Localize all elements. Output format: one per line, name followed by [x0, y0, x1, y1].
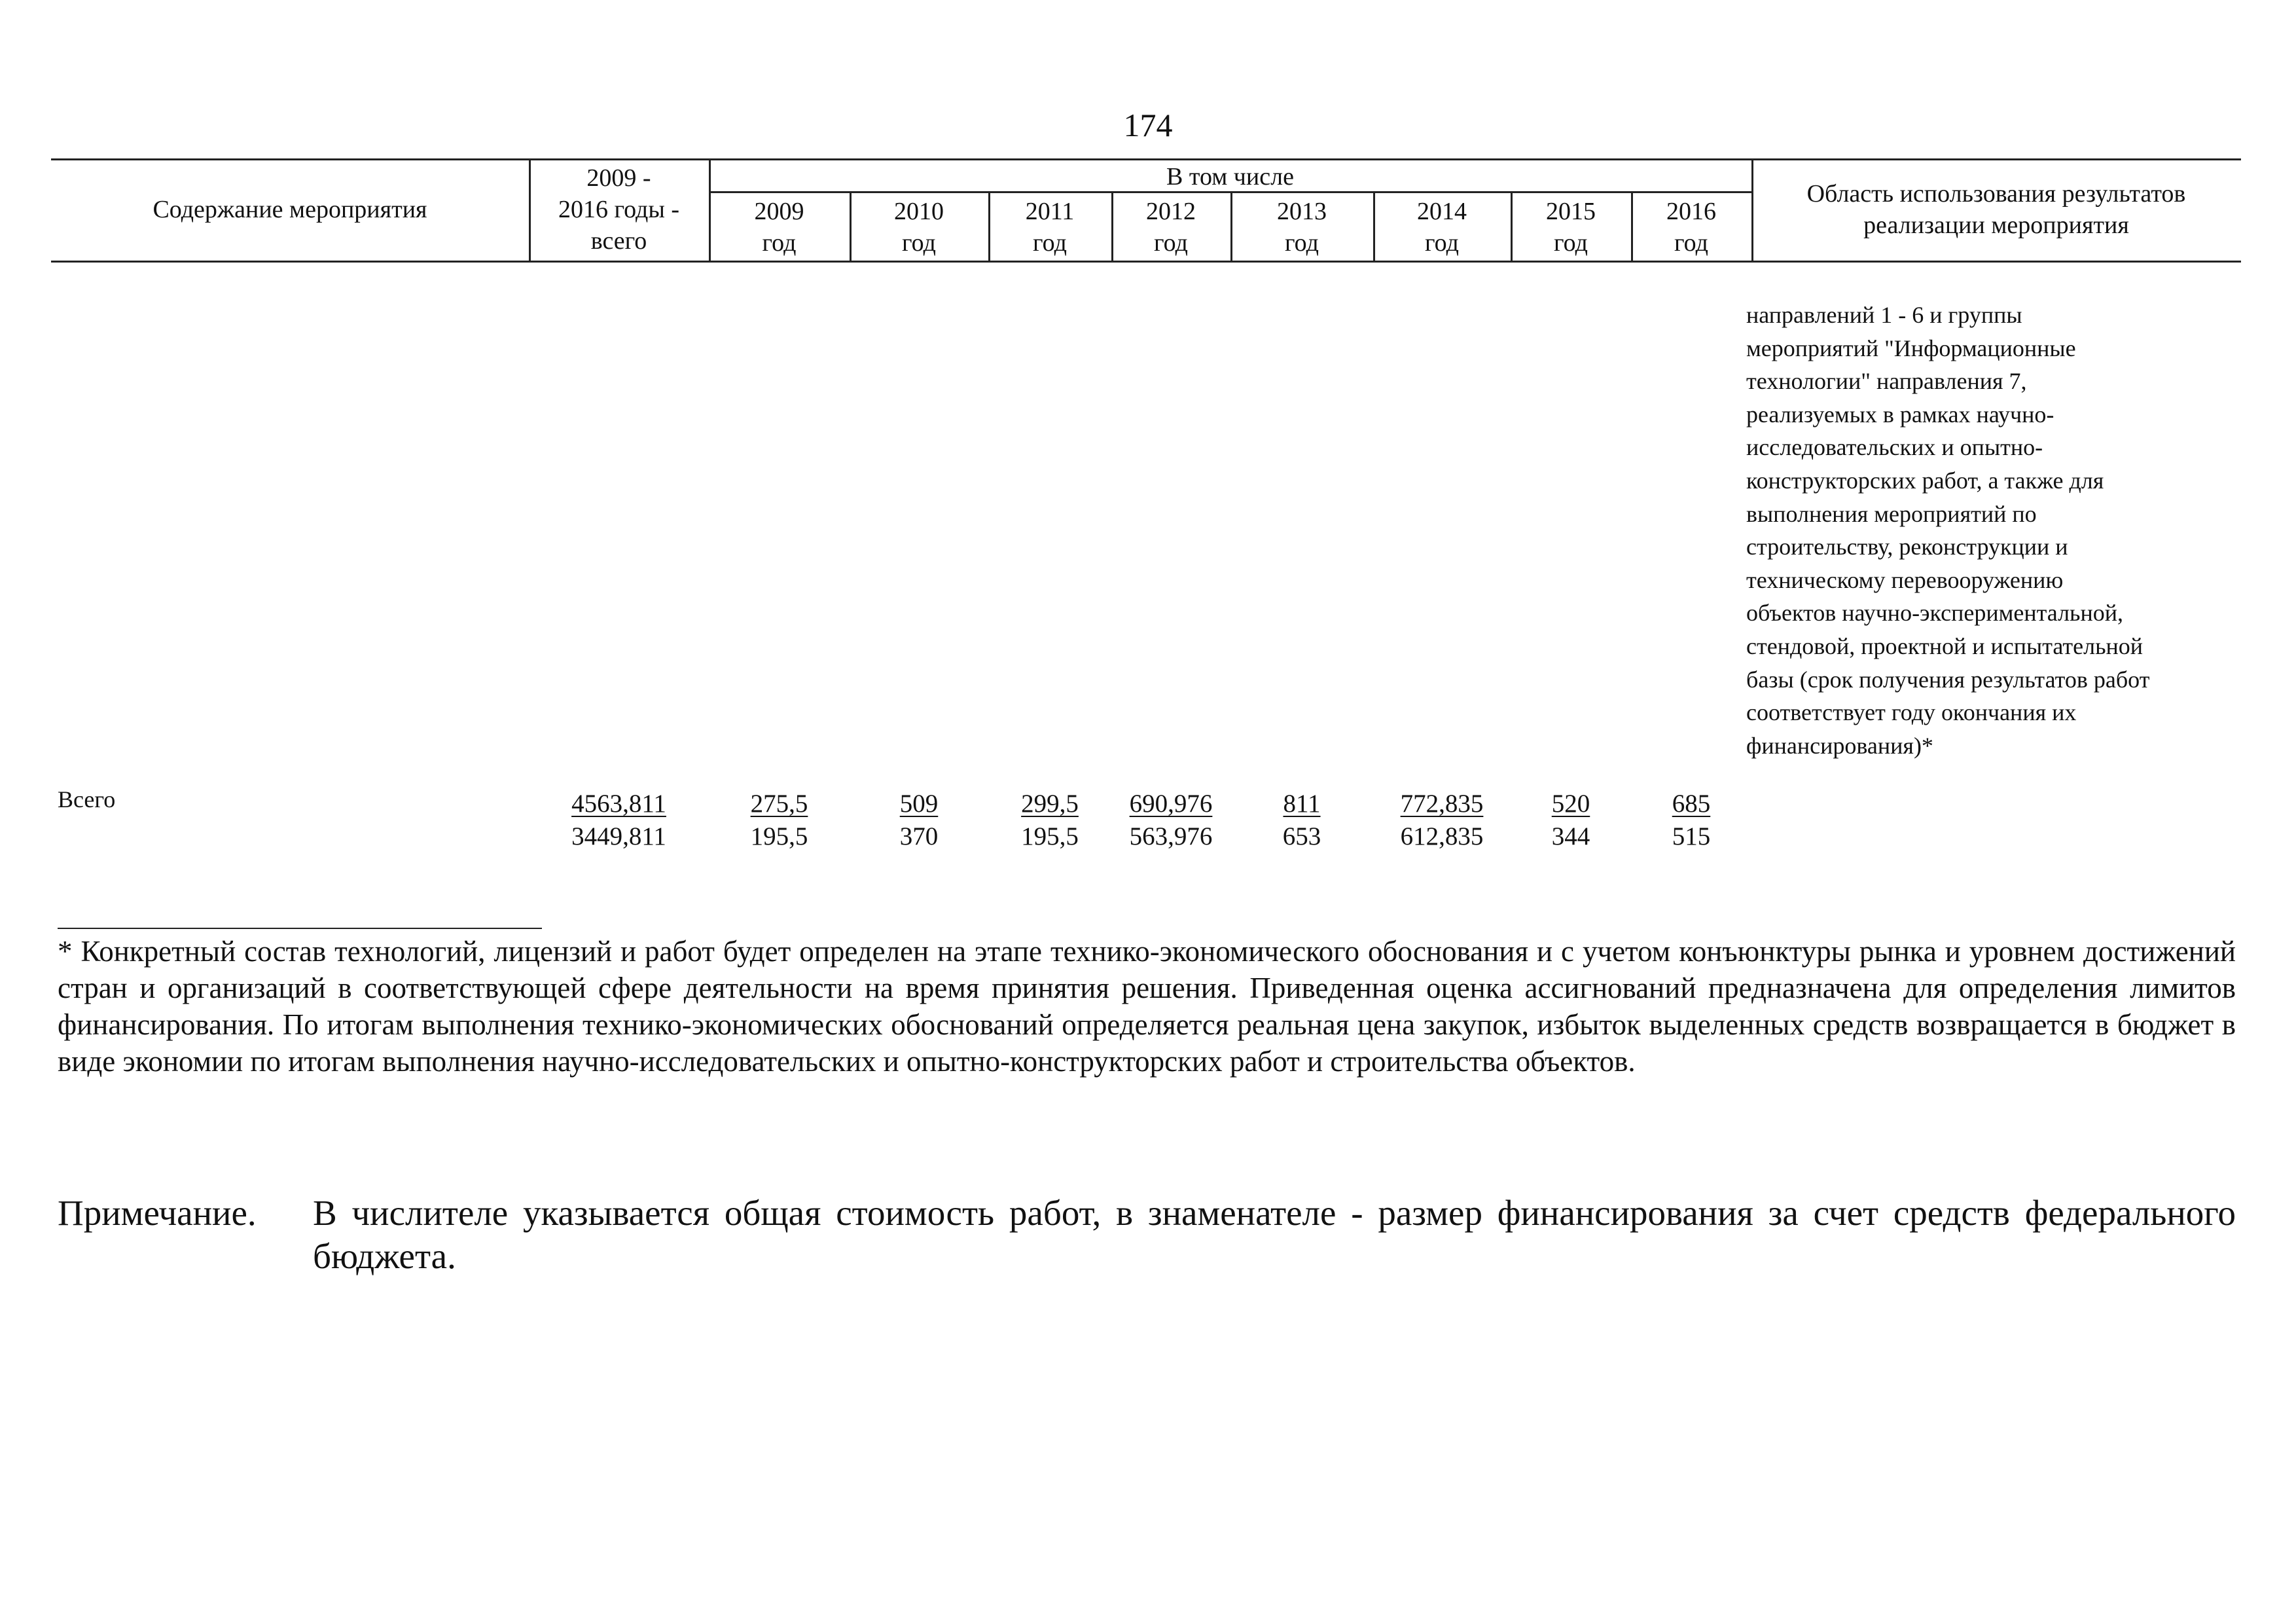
header-year-2010	[850, 196, 988, 259]
total-row-label: Всего	[58, 786, 116, 812]
header-top-rule	[51, 158, 2241, 160]
total-numerator: 275,5	[750, 790, 808, 818]
total-denominator: 344	[1551, 822, 1590, 850]
header-content-column: Содержание мероприятия	[152, 196, 427, 223]
header-year-unit: год	[1033, 229, 1067, 257]
total-denominator: 612,835	[1400, 822, 1484, 850]
header-year-2013	[1230, 196, 1373, 259]
header-total-line: 2009 -	[586, 164, 651, 192]
area-text-line: направлений 1 - 6 и группы	[1746, 302, 2022, 328]
total-cell-2016	[1631, 788, 1751, 853]
total-numerator: 772,835	[1400, 790, 1484, 818]
header-area-line: Область использования результатов	[1806, 180, 2186, 208]
header-year-unit: год	[1154, 229, 1188, 257]
header-year-2011	[988, 196, 1111, 259]
header-including: В том числе	[1166, 163, 1294, 191]
total-denominator: 195,5	[1021, 822, 1079, 850]
header-year-label: 2014	[1417, 198, 1467, 225]
header-year-2014	[1373, 196, 1511, 259]
total-denominator: 515	[1672, 822, 1711, 850]
total-numerator: 811	[1283, 790, 1321, 818]
area-of-use-text	[1746, 299, 2244, 762]
header-year-unit: год	[1674, 229, 1708, 257]
total-cell-all-years	[529, 788, 709, 853]
total-cell-2013	[1230, 788, 1373, 853]
header-year-label: 2016	[1666, 198, 1716, 225]
footnote-separator	[58, 928, 542, 929]
area-text-line: базы (срок получения результатов работ	[1746, 666, 2150, 693]
area-text-line: реализуемых в рамках научно-	[1746, 401, 2054, 428]
area-text-line: выполнения мероприятий по	[1746, 500, 2037, 527]
total-denominator: 3449,811	[571, 822, 666, 850]
total-numerator: 299,5	[1021, 790, 1079, 818]
area-text-line: финансирования)*	[1746, 732, 1933, 759]
header-year-unit: год	[1425, 229, 1459, 257]
total-numerator: 685	[1672, 790, 1711, 818]
total-cell-2010	[850, 788, 988, 853]
area-text-line: конструкторских работ, а также для	[1746, 467, 2104, 494]
area-text-line: объектов научно-экспериментальной,	[1746, 600, 2123, 627]
total-cell-2012	[1111, 788, 1230, 853]
header-year-label: 2009	[754, 198, 804, 225]
header-total-column	[529, 162, 709, 257]
total-numerator: 4563,811	[571, 790, 666, 818]
header-year-2015	[1511, 196, 1631, 259]
total-numerator: 520	[1551, 790, 1590, 818]
area-text-line: исследовательских и опытно-	[1746, 434, 2043, 461]
area-text-line: технологии" направления 7,	[1746, 368, 2027, 395]
total-cell-2014	[1373, 788, 1511, 853]
header-year-2009	[709, 196, 850, 259]
header-year-label: 2011	[1025, 198, 1075, 225]
total-denominator: 653	[1282, 822, 1321, 850]
total-cell-2009	[709, 788, 850, 853]
header-year-unit: год	[902, 229, 936, 257]
header-year-label: 2013	[1277, 198, 1327, 225]
total-denominator: 195,5	[750, 822, 808, 850]
total-cell-2011	[988, 788, 1111, 853]
header-year-unit: год	[1285, 229, 1319, 257]
total-denominator: 563,976	[1129, 822, 1213, 850]
header-year-2016	[1631, 196, 1751, 259]
header-year-label: 2015	[1546, 198, 1596, 225]
header-area-line: реализации мероприятия	[1863, 211, 2129, 239]
total-cell-2015	[1511, 788, 1631, 853]
header-total-line: 2016 годы -	[558, 196, 680, 223]
header-year-label: 2012	[1146, 198, 1196, 225]
header-area-column	[1751, 178, 2241, 241]
area-text-line: соответствует году окончания их	[1746, 699, 2077, 726]
area-text-line: техническому перевооружению	[1746, 566, 2064, 593]
header-total-line: всего	[590, 227, 647, 255]
note-text: В числителе указывается общая стоимость работ, в знаменателе - размер финансирования за счет средств федерального бюджета.	[313, 1193, 2236, 1276]
area-text-line: мероприятий "Информационные	[1746, 335, 2076, 361]
header-year-unit: год	[1554, 229, 1588, 257]
page-number: 174	[1123, 107, 1173, 143]
header-year-unit: год	[762, 229, 797, 257]
note-label: Примечание.	[58, 1193, 257, 1233]
header-bottom-rule	[51, 261, 2241, 263]
header-year-label: 2010	[894, 198, 944, 225]
area-text-line: стендовой, проектной и испытательной	[1746, 632, 2144, 659]
total-numerator: 509	[899, 790, 939, 818]
area-text-line: строительству, реконструкции и	[1746, 534, 2068, 560]
header-year-2012	[1111, 196, 1230, 259]
total-numerator: 690,976	[1129, 790, 1213, 818]
total-denominator: 370	[899, 822, 939, 850]
footnote: * Конкретный состав технологий, лицензий и работ будет определен на этапе технико-экономического обоснования и с учетом конъюнктуры рынка и уровнем достижений стран и организаций в соответствующей сфере деятельности на время принятия решения. Приведенная оценка ассигнований предназначена для определения лимитов финансирования. По итогам выполнения технико-экономических обоснований определяется реальная цена закупок, избыток выделенных средств возвращается в бюджет в виде экономии по итогам выполнения научно-исследовательских и опытно-конструкторских работ и строительства объектов.	[58, 935, 2236, 1078]
